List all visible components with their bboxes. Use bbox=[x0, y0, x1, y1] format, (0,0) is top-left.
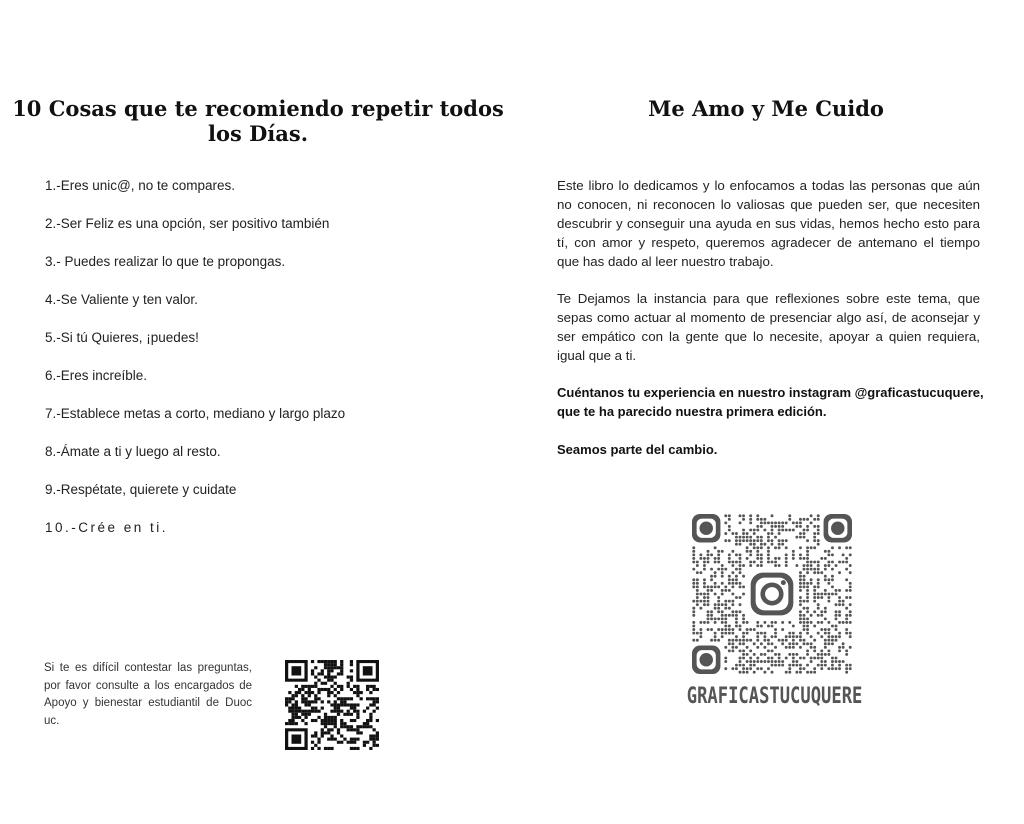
list-item: 5.-Si tú Quieres, ¡puedes! bbox=[45, 330, 199, 345]
support-note: Si te es difícil contestar las preguntas, por favor consulte a los encargados de Apoyo y bienestar estudiantil de Duoc uc. bbox=[44, 662, 252, 727]
instagram-invitation: Cuéntanos tu experiencia en nuestro instagram @graficastucuquere, que te ha parecido nuestra primera edición. bbox=[557, 385, 984, 419]
list-item: 6.-Eres increíble. bbox=[45, 368, 148, 383]
left-page-title: 10 Cosas que te recomiendo repetir todos los Días. bbox=[12, 96, 504, 146]
reflection-paragraph: Te Dejamos la instancia para que reflexiones sobre este tema, que sepas como actuar al momento de presenciar algo así, de aconsejar y ser empático con la gente que lo necesite, apoyar a quien requiera, igual que a ti. bbox=[557, 291, 980, 363]
list-item: 2.-Ser Feliz es una opción, ser positivo también bbox=[45, 216, 330, 231]
list-item: 7.-Establece metas a corto, mediano y largo plazo bbox=[45, 406, 346, 421]
list-item: 8.-Ámate a ti y luego al resto. bbox=[45, 444, 221, 459]
list-item: 3.- Puedes realizar lo que te propongas. bbox=[45, 254, 286, 269]
right-page bbox=[512, 0, 1024, 824]
list-item: 1.-Eres unic@, no te compares. bbox=[45, 178, 236, 193]
qr-code-icon[interactable] bbox=[285, 660, 379, 750]
list-item: 4.-Se Valiente y ten valor. bbox=[45, 292, 198, 307]
list-item: 9.-Respétate, quierete y cuidate bbox=[45, 482, 237, 497]
recommendations-list bbox=[45, 176, 345, 556]
closing-slogan: Seamos parte del cambio. bbox=[557, 442, 718, 457]
right-page-title: Me Amo y Me Cuido bbox=[648, 96, 884, 121]
brand-name: GRAFICASTUCUQUERE bbox=[686, 684, 863, 709]
dedication-paragraph: Este libro lo dedicamos y lo enfocamos a todas las personas que aún no conocen, ni reconocen lo valiosas que pueden ser, que necesiten descubrir y conseguir una ayuda en sus vidas, hemos hecho esto para tí, con amor y respeto, queremos agradecer de antemano el tiempo que has dado al leer nuestro trabajo. bbox=[557, 178, 980, 269]
instagram-qr-code-icon[interactable] bbox=[692, 514, 852, 674]
list-item: 10.-Crée en ti. bbox=[45, 520, 169, 535]
